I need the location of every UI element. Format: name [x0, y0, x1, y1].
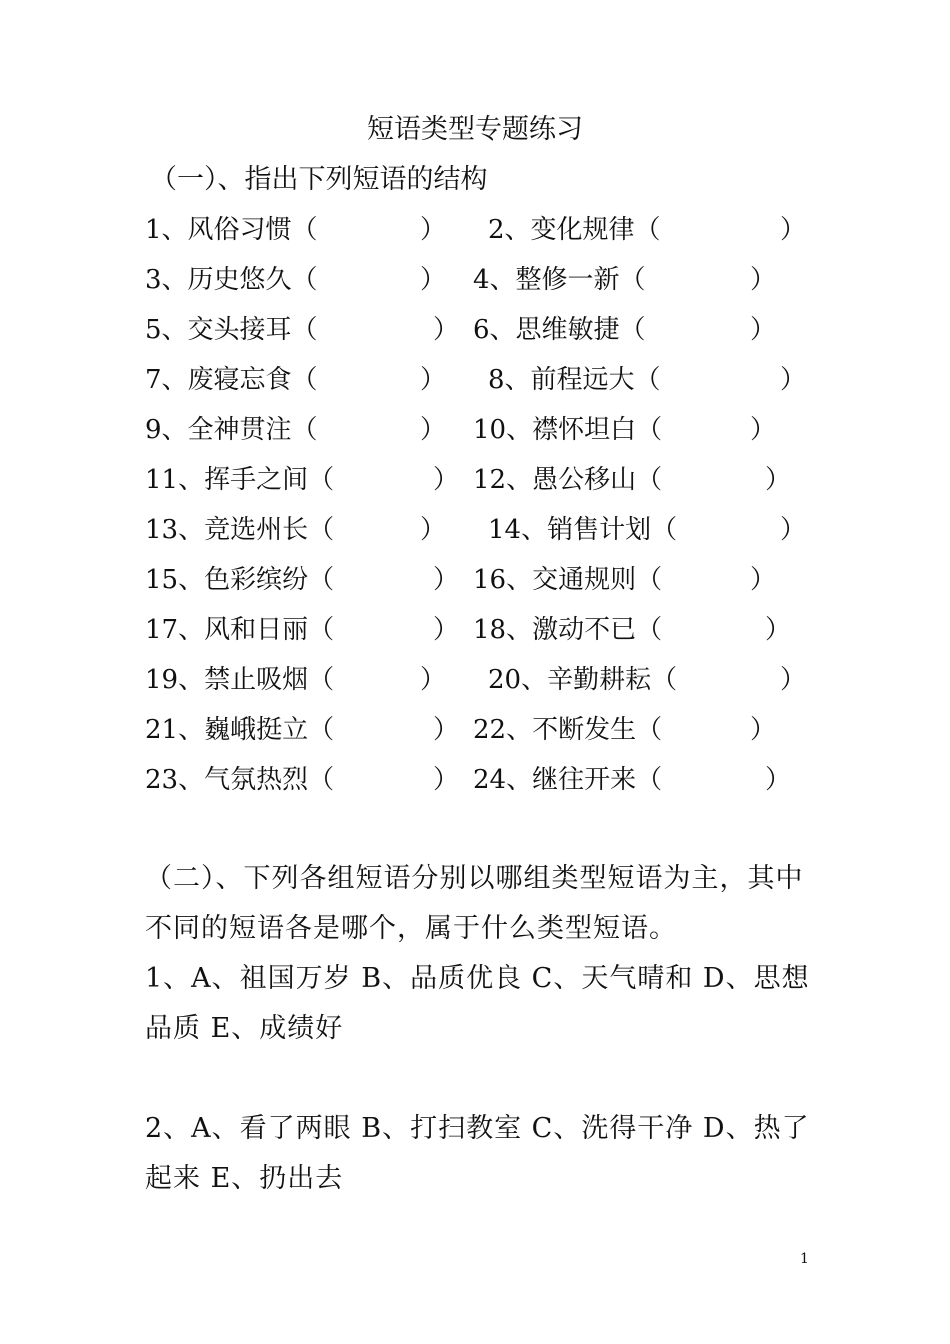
section-2-intro: （二）、下列各组短语分别以哪组类型短语为主，其中不同的短语各是哪个，属于什么类型短语。: [145, 863, 804, 944]
exercise-left-item: 15、色彩缤纷（: [145, 565, 335, 595]
section-1-heading: （一）、指出下列短语的结构: [150, 164, 488, 195]
exercise-left-item: 1、风俗习惯（: [145, 215, 318, 245]
exercise-right-item: 6、思维敏捷（: [473, 315, 646, 345]
exercise-right-item: 10、襟怀坦白（: [473, 415, 663, 445]
exercise-right-close: ）: [780, 665, 807, 695]
exercise-right-close: ）: [780, 515, 807, 545]
exercise-right-item: 18、激动不已（: [473, 615, 663, 645]
exercise-left-close: ）: [420, 665, 447, 695]
exercise-left-item: 21、巍峨挺立（: [145, 715, 335, 745]
exercise-left-item: 13、竞选州长（: [145, 515, 335, 545]
exercise-row: [145, 761, 805, 799]
exercise-left-close: ）: [433, 315, 460, 345]
exercise-right-close: ）: [765, 465, 792, 495]
exercise-right-close: ）: [750, 315, 777, 345]
exercise-left-close: ）: [420, 415, 447, 445]
page-title: 短语类型专题练习: [367, 114, 583, 145]
exercise-left-close: ）: [420, 265, 447, 295]
exercise-right-item: 14、销售计划（: [488, 515, 678, 545]
question-2: 2、A、看了两眼 B、打扫教室 C、洗得干净 D、热了起来 E、扔出去: [145, 1113, 810, 1194]
exercise-left-close: ）: [433, 765, 460, 795]
exercise-row: [145, 661, 805, 699]
question-1: 1、A、祖国万岁 B、品质优良 C、天气晴和 D、思想品质 E、成绩好: [145, 963, 810, 1044]
exercise-right-item: 8、前程远大（: [488, 365, 661, 395]
exercise-left-item: 11、挥手之间（: [145, 465, 335, 495]
exercise-left-close: ）: [433, 465, 460, 495]
exercise-right-item: 22、不断发生（: [473, 715, 663, 745]
exercise-right-close: ）: [750, 565, 777, 595]
exercise-left-close: ）: [420, 515, 447, 545]
exercise-left-item: 7、废寝忘食（: [145, 365, 318, 395]
exercise-row: [145, 311, 805, 349]
exercise-right-item: 12、愚公移山（: [473, 465, 663, 495]
exercise-left-close: ）: [420, 365, 447, 395]
exercise-left-item: 17、风和日丽（: [145, 615, 335, 645]
exercise-right-item: 20、辛勤耕耘（: [488, 665, 678, 695]
exercise-left-close: ）: [420, 215, 447, 245]
exercise-right-item: 4、整修一新（: [473, 265, 646, 295]
exercise-row: [145, 211, 805, 249]
exercise-row: [145, 461, 805, 499]
exercise-row: [145, 411, 805, 449]
exercise-row: [145, 511, 805, 549]
exercise-left-close: ）: [433, 565, 460, 595]
exercise-right-close: ）: [750, 265, 777, 295]
exercise-left-item: 5、交头接耳（: [145, 315, 318, 345]
exercise-row: [145, 361, 805, 399]
exercise-right-close: ）: [780, 215, 807, 245]
exercise-left-item: 23、气氛热烈（: [145, 765, 335, 795]
page-number: 1: [800, 1251, 809, 1267]
exercise-right-close: ）: [765, 765, 792, 795]
exercise-left-item: 9、全神贯注（: [145, 415, 318, 445]
exercise-left-item: 3、历史悠久（: [145, 265, 318, 295]
exercise-right-close: ）: [750, 715, 777, 745]
exercise-row: [145, 561, 805, 599]
exercise-row: [145, 261, 805, 299]
exercise-left-close: ）: [433, 715, 460, 745]
exercise-right-close: ）: [765, 615, 792, 645]
exercise-right-item: 2、变化规律（: [488, 215, 661, 245]
exercise-right-item: 16、交通规则（: [473, 565, 663, 595]
exercise-right-close: ）: [750, 415, 777, 445]
exercise-row: [145, 611, 805, 649]
exercise-right-item: 24、继往开来（: [473, 765, 663, 795]
exercise-left-item: 19、禁止吸烟（: [145, 665, 335, 695]
exercise-right-close: ）: [780, 365, 807, 395]
exercise-left-close: ）: [433, 615, 460, 645]
exercise-row: [145, 711, 805, 749]
